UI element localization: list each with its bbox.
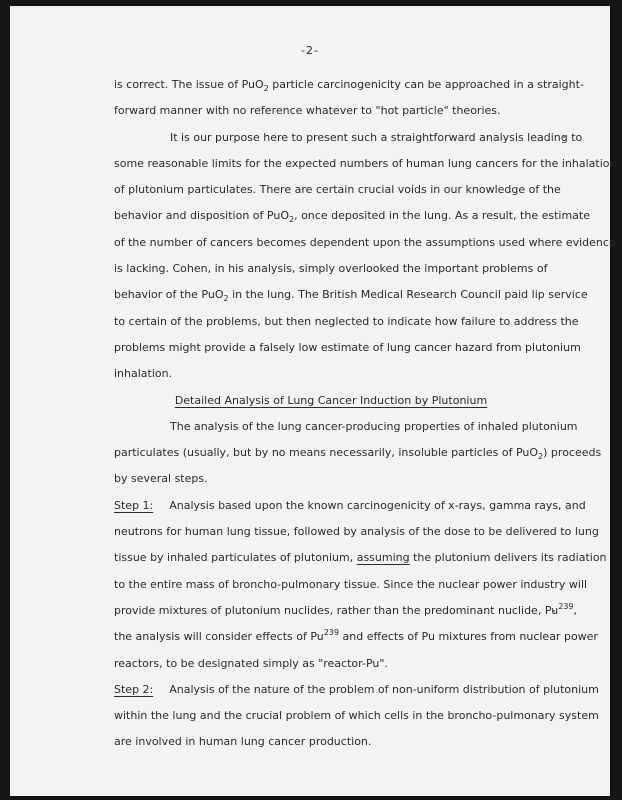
section-heading: Detailed Analysis of Lung Cancer Induction by Plutonium xyxy=(174,393,488,407)
step-2: Step 2: Analysis of the nature of the problem of non-uniform distribution of plutonium xyxy=(114,682,599,696)
text-line: It is our purpose here to present such a straightforward analysis leading to xyxy=(170,130,583,144)
text-line: of the number of cancers becomes dependent upon the assumptions used where evidence xyxy=(114,235,616,249)
text-line: provide mixtures of plutonium nuclides, rather than the predominant nuclide, Pu$^{239}$, xyxy=(114,601,578,617)
text-line: neutrons for human lung tissue, followed by analysis of the dose to be delivered to lung xyxy=(114,525,599,539)
text-line: of plutonium particulates. There are certain crucial voids in our knowledge of the xyxy=(114,183,561,197)
text-line: reactors, to be designated simply as "reactor-Pu". xyxy=(114,656,388,670)
text-line: behavior of the PuO$_2$ in the lung. The British Medical Research Council paid lip service xyxy=(114,288,588,304)
text-line: problems might provide a falsely low estimate of lung cancer hazard from plutonium xyxy=(114,340,581,354)
text-line: The analysis of the lung cancer-producing properties of inhaled plutonium xyxy=(170,419,578,433)
text-line: particulates (usually, but by no means necessarily, insoluble particles of PuO$_2$) proceeds xyxy=(114,446,602,462)
text-line: is lacking. Cohen, in his analysis, simply overlooked the important problems of xyxy=(114,262,548,276)
body-text xyxy=(114,72,620,756)
step-2-label: Step 2: xyxy=(114,682,154,696)
text-line: within the lung and the crucial problem of which cells in the broncho-pulmonary system xyxy=(114,709,599,723)
text-line: forward manner with no reference whatever to "hot particle" theories. xyxy=(114,104,501,118)
text-line: is correct. The issue of PuO$_2$ particle carcinogenicity can be approached in a straight- xyxy=(114,78,584,93)
text-line: some reasonable limits for the expected numbers of human lung cancers for the inhalation. xyxy=(114,156,620,170)
text-line: tissue by inhaled particulates of plutonium, assuming the plutonium delivers its radiation xyxy=(114,551,607,565)
text-line: inhalation. xyxy=(114,367,173,381)
text-line: by several steps. xyxy=(114,472,208,486)
text-line: behavior and disposition of PuO$_2$, once deposited in the lung. As a result, the estimate xyxy=(114,209,590,225)
step-1: Step 1: Analysis based upon the known carcinogenicity of x-rays, gamma rays, and xyxy=(114,498,586,512)
text-line: the analysis will consider effects of Pu$^{239}$ and effects of Pu mixtures from nuclear power xyxy=(114,628,598,644)
text-line: are involved in human lung cancer production. xyxy=(114,735,372,749)
document-page xyxy=(10,6,620,796)
text-line: to the entire mass of broncho-pulmonary tissue. Since the nuclear power industry will xyxy=(114,577,588,591)
text-line: to certain of the problems, but then neglected to indicate how failure to address the xyxy=(114,314,579,328)
step-1-label: Step 1: xyxy=(114,498,154,512)
page-number: -2- xyxy=(301,44,319,57)
